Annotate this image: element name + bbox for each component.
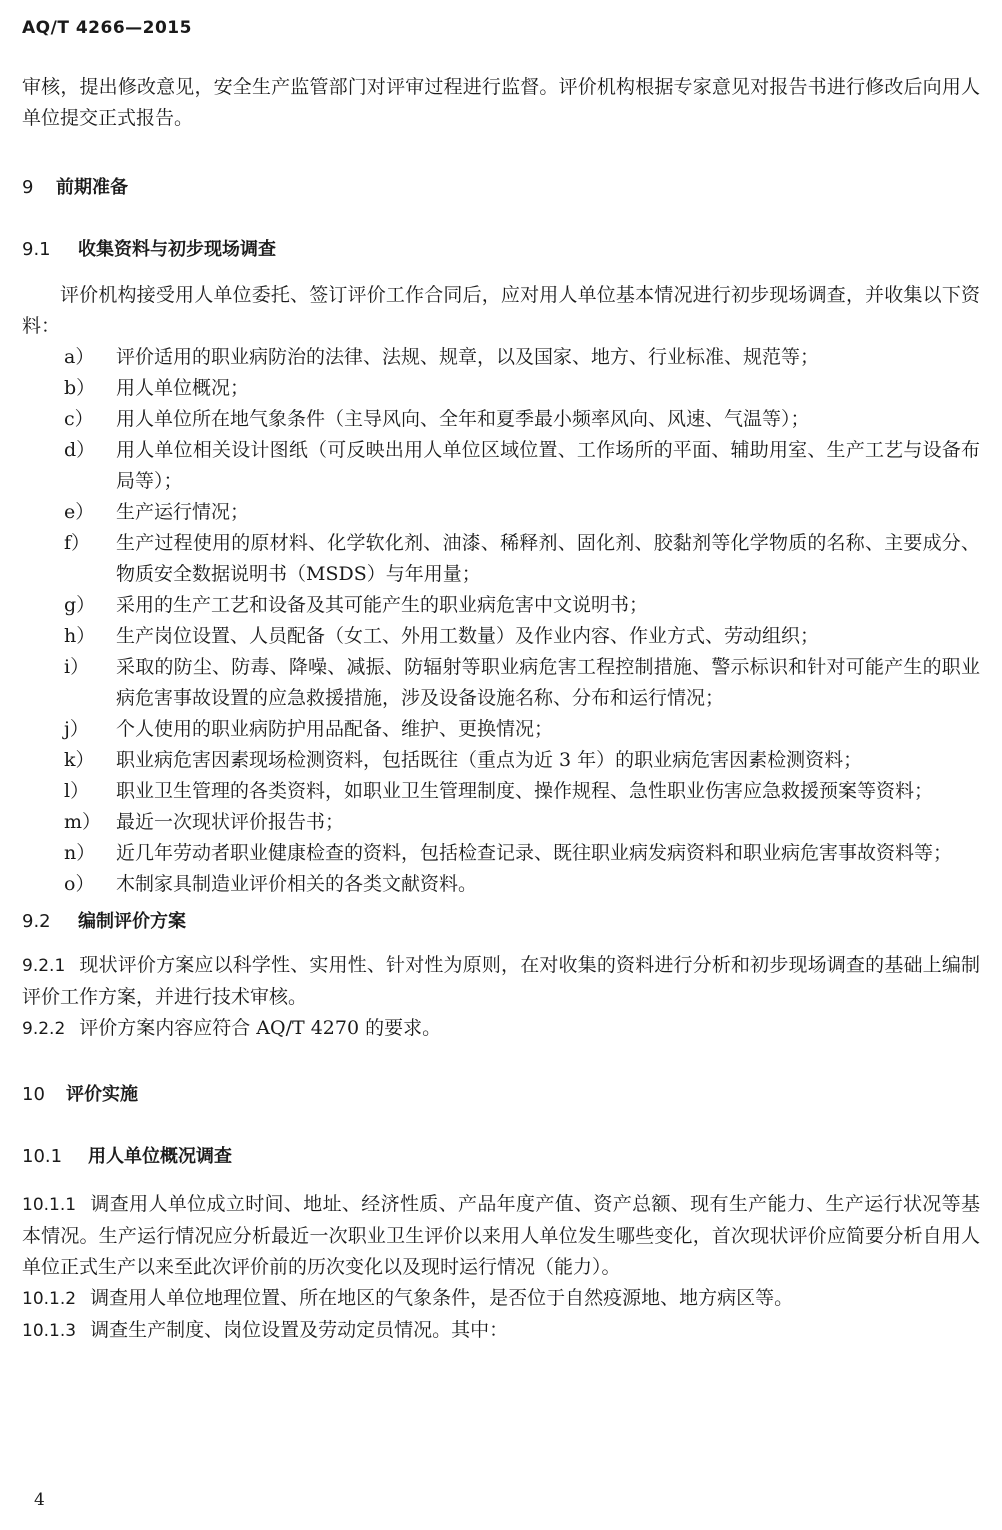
section-9-1-heading [22,236,980,264]
clause-text: 评价方案内容应符合 AQ/T 4270 的要求。 [79,1017,442,1039]
list-text: 评价适用的职业病防治的法律、法规、规章，以及国家、地方、行业标准、规范等； [116,346,820,368]
list-text: 木制家具制造业评价相关的各类文献资料。 [116,873,478,895]
list-text: 近几年劳动者职业健康检查的资料，包括检查记录、既往职业病发病资料和职业病危害事故资料等； [116,842,953,864]
list-item [22,838,980,869]
section-title: 编制评价方案 [78,911,186,932]
list-label: a） [64,346,95,368]
clause-text: 调查用人单位成立时间、地址、经济性质、产品年度产值、资产总额、现有生产能力、生产运行状况等基本情况。生产运行情况应分析最近一次职业卫生评价以来用人单位发生哪些变化，首次现状评价应简要分析自用人单位正式生产以来至此次评价前的历次变化以及现时运行情况（能力）。 [22,1193,980,1278]
list-item [22,435,980,497]
list-text: 采用的生产工艺和设备及其可能产生的职业病危害中文说明书； [116,594,649,616]
clause-number: 10.1.2 [22,1289,77,1309]
list-text: 用人单位所在地气象条件（主导风向、全年和夏季最小频率风向、风速、气温等）； [116,408,810,430]
list-item [22,342,980,373]
list-item [22,807,980,838]
list-item [22,745,980,776]
list-text: 用人单位概况； [116,377,250,399]
clause-text: 现状评价方案应以科学性、实用性、针对性为原则，在对收集的资料进行分析和初步现场调查的基础上编制评价工作方案，并进行技术审核。 [22,954,980,1008]
list-label: f） [64,532,91,554]
clause-text: 调查用人单位地理位置、所在地区的气象条件，是否位于自然疫源地、地方病区等。 [90,1287,794,1309]
section-number: 9.1 [22,239,51,260]
section-title: 评价实施 [66,1084,138,1105]
document-body [22,72,980,1347]
list-label: o） [64,873,95,895]
list-text: 生产岗位设置、人员配备（女工、外用工数量）及作业内容、作业方式、劳动组织； [116,625,820,647]
list-item [22,714,980,745]
list-label: j） [64,718,89,740]
section-number: 10 [22,1084,45,1105]
section-10-1-heading [22,1143,980,1171]
list-item [22,373,980,404]
standard-code: AQ/T 4266—2015 [22,18,192,38]
list-item [22,528,980,590]
list-label: b） [64,377,96,399]
clause-number: 10.1.1 [22,1195,77,1215]
list-item [22,652,980,714]
list-label: l） [64,780,90,802]
list-label: c） [64,408,94,430]
page-number: 4 [34,1490,45,1510]
list-text: 生产过程使用的原材料、化学软化剂、油漆、稀释剂、固化剂、胶黏剂等化学物质的名称、主要成分、物质安全数据说明书（MSDS）与年用量； [116,532,980,585]
clause-10-1-3 [22,1315,980,1347]
section-10-heading [22,1081,980,1109]
list-item [22,776,980,807]
section-title: 收集资料与初步现场调查 [78,239,276,260]
list-text: 个人使用的职业病防护用品配备、维护、更换情况； [116,718,554,740]
list-item [22,621,980,652]
list-text: 职业卫生管理的各类资料，如职业卫生管理制度、操作规程、急性职业伤害应急救援预案等资料； [116,780,934,802]
list-text: 采取的防尘、防毒、降噪、减振、防辐射等职业病危害工程控制措施、警示标识和针对可能产生的职业病危害事故设置的应急救援措施，涉及设备设施名称、分布和运行情况； [116,656,980,709]
clause-9-2-2 [22,1013,980,1045]
list-label: h） [64,625,96,647]
list-label: k） [64,749,95,771]
list-label: m） [64,811,102,833]
section-title: 前期准备 [56,177,128,198]
clause-10-1-2 [22,1283,980,1315]
list-item [22,404,980,435]
list-text: 用人单位相关设计图纸（可反映出用人单位区域位置、工作场所的平面、辅助用室、生产工艺与设备布局等）； [116,439,980,492]
list-label: g） [64,594,96,616]
section-title: 用人单位概况调查 [88,1146,232,1167]
list-text: 生产运行情况； [116,501,250,523]
list-item [22,869,980,900]
list-label: i） [64,656,90,678]
list-text: 职业病危害因素现场检测资料，包括既往（重点为近 3 年）的职业病危害因素检测资料； [116,749,863,771]
section-9-heading [22,174,980,202]
clause-10-1-1 [22,1189,980,1283]
intro-paragraph: 审核，提出修改意见，安全生产监管部门对评审过程进行监督。评价机构根据专家意见对报告书进行修改后向用人单位提交正式报告。 [22,76,980,129]
section-number: 9.2 [22,911,51,932]
section-9-2-heading [22,908,980,936]
section-number: 9 [22,177,34,198]
list-text: 最近一次现状评价报告书； [116,811,345,833]
list-item [22,590,980,621]
clause-number: 9.2.1 [22,956,66,976]
list-label: n） [64,842,96,864]
list-label: e） [64,501,95,523]
section-number: 10.1 [22,1146,63,1167]
list-item [22,497,980,528]
clause-9-2-1 [22,950,980,1013]
list-label: d） [64,439,96,461]
clause-number: 10.1.3 [22,1321,77,1341]
clause-number: 9.2.2 [22,1019,66,1039]
section-9-1-paragraph: 评价机构接受用人单位委托、签订评价工作合同后，应对用人单位基本情况进行初步现场调查，并收集以下资料： [22,284,980,337]
material-list [22,342,980,900]
clause-text: 调查生产制度、岗位设置及劳动定员情况。其中： [90,1319,509,1341]
